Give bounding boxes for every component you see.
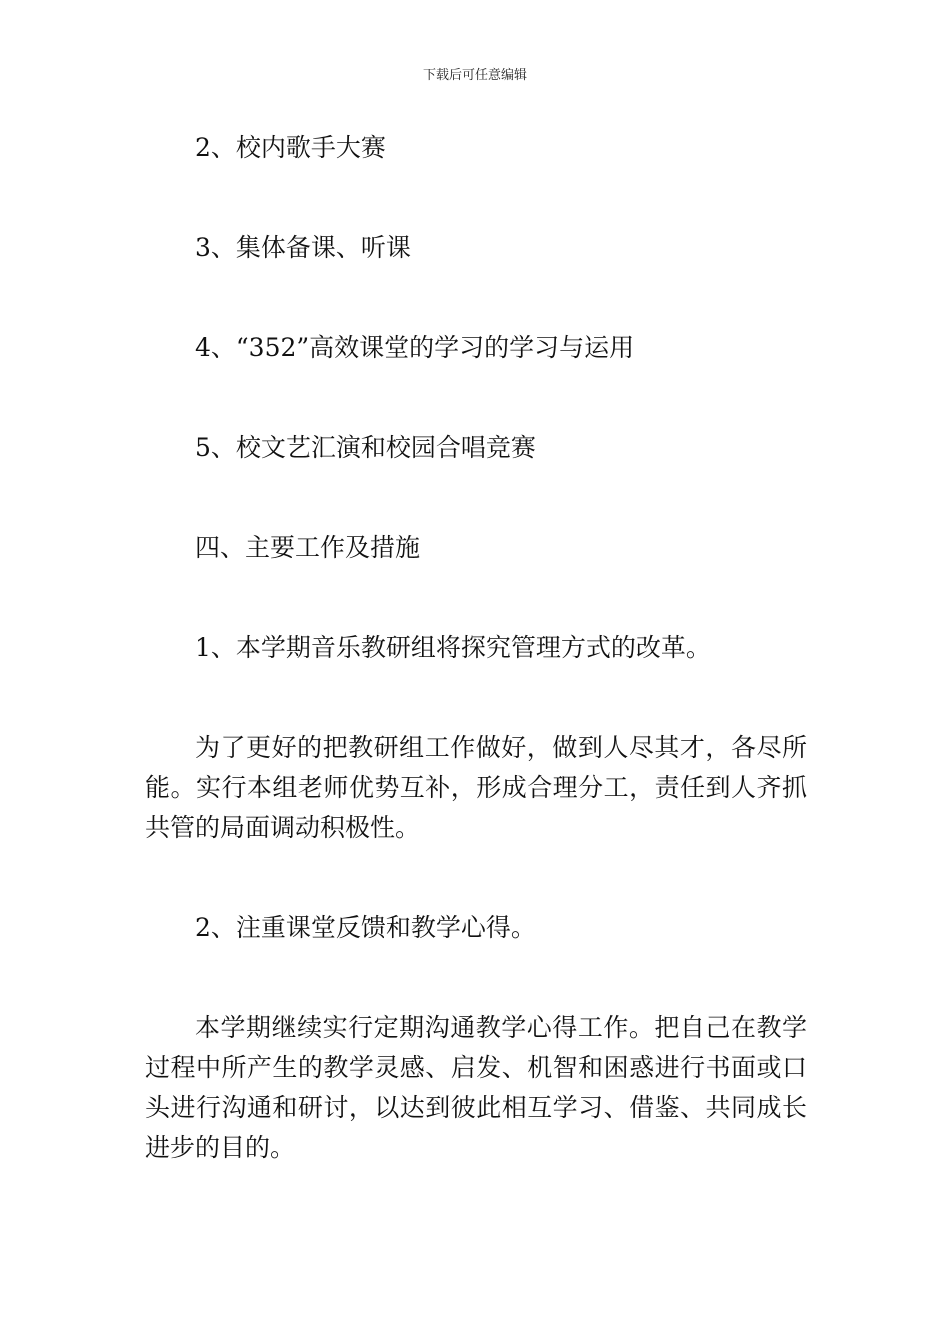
paragraph-team-division: 为了更好的把教研组工作做好，做到人尽其才，各尽所能。实行本组老师优势互补，形成合理分工，责任到人齐抓共管的局面调动积极性。 — [145, 733, 807, 842]
list-item-arts-performance: 5、校文艺汇演和校园合唱竞赛 — [195, 433, 536, 462]
list-item-lesson-prep: 3、集体备课、听课 — [195, 233, 411, 262]
subheading-classroom-feedback: 2、注重课堂反馈和教学心得。 — [195, 913, 536, 942]
subheading-management-reform: 1、本学期音乐教研组将探究管理方式的改革。 — [195, 633, 711, 662]
section-heading-main-work: 四、主要工作及措施 — [195, 533, 421, 562]
document-body — [145, 128, 807, 1168]
page-header: 下载后可任意编辑 — [422, 68, 527, 83]
paragraph-teaching-experience: 本学期继续实行定期沟通教学心得工作。把自己在教学过程中所产生的教学灵感、启发、机智和困惑进行书面或口头进行沟通和研讨，以达到彼此相互学习、借鉴、共同成长进步的目的。 — [145, 1013, 807, 1162]
list-item-efficient-classroom: 4、“352”高效课堂的学习的学习与运用 — [195, 333, 635, 362]
list-item-singer-contest: 2、校内歌手大赛 — [195, 133, 386, 162]
